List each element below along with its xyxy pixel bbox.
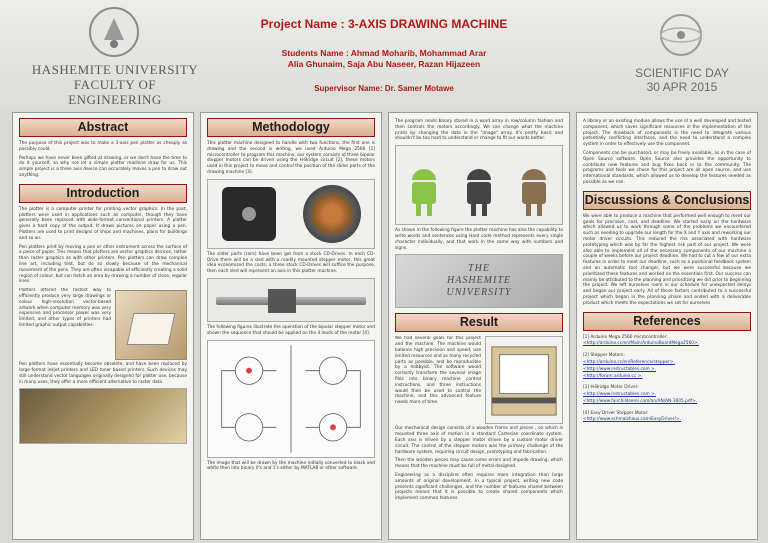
introduction-float-block [13,288,193,362]
methodology-paragraph: The image that will be drawn by the machine initially converted to black and white then into binary 0's and 1's either by MATLAB or other software. [207,460,375,472]
reference-link[interactable]: <http://www.instructables.com >. [583,366,656,372]
references-heading: References [583,312,751,331]
machine-photo [485,336,563,424]
reference-link[interactable]: <http://www.instructables.com >. [583,392,656,398]
university-line-1: HASHEMITE UNIVERSITY [31,62,199,77]
reference-link[interactable]: <http://forum.arduino.cc >. [583,373,643,379]
components-paragraph: Components can be purchased, or may be freely available, as in the case of Open Source software. Open Source also provides the opportunity to contribute new features and bug fixes back in to the community. The programs and tools we chose for this project are all open source, and use international standards, which allowed us to develop the features needed as possible as we can. [583,150,751,185]
supervisor-name: Supervisor Name: Dr. Samer Motawe [314,84,454,93]
result-float-block [389,336,569,426]
introduction-paragraph: Plotters offered the fastest way to efficiently produce very large drawings or colour high-resolution vector-based artwork when computer memory was very expensive and processor power was very limited, and other types of printers had limited graphic output capabilities. [19,288,111,328]
result-paragraph: Then the wooden pieces may cause some errors and impede drawing, which means that the machine must be full of metal designed. [395,458,563,470]
plate-line-2: HASHEMITE [447,275,511,287]
project-title: Project Name : 3-AXIS DRAWING MACHINE [260,17,508,31]
abstract-paragraph: The purpose of this project was to make a 3-axis pen plotter as cheaply as possibly could. [19,141,187,152]
introduction-paragraph: The plotter is a computer printer for printing vector graphics. In the past, plotters were used in applications such as computer, though they have generally been replaced with wide-format conventional printers. A plotter gives a hard copy of the output. It draws pictures on paper using a pen. Plotters are used to print designs of ships and machines, plans for buildings and so on. [19,206,187,241]
cd-drive-sled-photo [207,278,375,322]
plate-line-1: THE [468,263,490,275]
reference-link[interactable]: <http://www.fairchildsemi.com/an/AN/AN-3005.pdf>. [583,398,698,404]
android-binary-icon [462,160,496,218]
plotter-machine-photo [19,388,187,444]
scientific-day-line-1: SCIENTIFIC DAY [635,66,729,80]
references-list [577,335,757,424]
introduction-paragraph: Pen plotters have essentially become obsolete, and have been replaced by large-format inkjet printers and LED toner based printers. Such devices may still understand vector languages originally designed for plotter use, because in many uses, they offer a more efficient alternative to raster data. [19,362,187,385]
reference-label: [2] Stepper Motors: [583,353,625,359]
stepper-circuit-icon [208,341,374,457]
reference-item [577,353,757,379]
poster-header [0,0,768,110]
scientific-day-line-2: 30 APR 2015 [646,80,718,94]
column-program-result [388,112,570,540]
students-line-2: Alia Ghunaim, Saja Abu Naseer, Razan Hijazeen [287,59,481,69]
reference-item [577,385,757,404]
reference-link[interactable]: <http://arduino.cc/en/Reference/stepper>. [583,359,675,365]
methodology-paragraph: This plotter machine designed to handle with two functions, the first one is drawing and the second is writing, we used Arduino Mega 2560 [1] microcontroller to program this machine, our system consists of three bipolar stepper motors can be driven using the H-Bridge circuit [2], these motors used in this project to move and control the position of the slider parts of the drawing machine [3]. [207,141,375,175]
writing-paragraph: As shown in the following figure the plotter machine has also the capability to write words and sentences using Hard code method represents every single character individually, and that work in the same way with numbers and signs. [395,228,563,251]
discussion-paragraph: We were able to produce a machine that performed well enough to meet our goals for precision, cost, and deadline. We started early on the hardware which allowed us to work through some of the problems we encountered such as needing to upgrade our length for the X and Y axis and reworking our motor driver circuits. This reduced the risk associated with hardware prototyping which was by far the highest risk part of our project. We were also able to implement all of the necessary components of our machine a couple of weeks before our project deadline. We had to cut a few of our extra features in order to meet our deadline, such as a positional feedback system and an automatic tool changer, but we were successful because we prioritized these features and worked on the essentials first. Our success can mainly be attributed to the planning and prioritizing we did prior to beginning the project. We left ourselves room in our schedule for unexpected delays and began our project early. All of these factors contributed to a successful project which began in the planning phase and ended with a deliverable product which meets the expectations we set for ourselves [583,213,751,306]
introduction-heading: Introduction [19,184,187,203]
result-paragraph: Engineering as a discipline often requires more integration than large amounts of original development. In a typical project, writing new code presents significant challenges, and the number of features shared between projects means that it is possible to create shared components which implement common features. [395,472,563,502]
android-logo-drawings [395,145,563,225]
methodology-paragraph: The following figures illustrate the operation of the bipolar stepper motor and shown the sequence that should be applied on the 4 leads of the motor [4]. [207,324,375,336]
reference-label: [1] Arduino Mega 2560 microcontroller: [583,334,668,340]
abstract-heading: Abstract [19,118,187,137]
introduction-paragraph: Pen plotters print by moving a pen or other instrument across the surface of a piece of paper. This means that plotters are vector graphics devices, rather than raster graphics as with other printers. Pen plotters can draw complex line art, including text, but do so slowly because of the mechanical movement of the pens. They are often incapable of efficiently creating a solid region of colour, but can hatch an area by drawing a number of close, regular lines. [19,244,187,285]
result-heading: Result [395,313,563,332]
pen-plotter-photo [115,290,187,360]
students-line-1: Students Name : Ahmad Moharib, Mohammad Arar [281,48,487,58]
column-abstract-introduction [12,112,194,540]
handwritten-university-sample [395,254,563,308]
stepper-motor-photos [207,179,375,249]
result-paragraph: We had several goals for this project and the machine. The machine would balance high precision and speed, use limited resources and as many recycled parts as possible, and be reproducible by a hobbyist. The software would correctly transform the several image files into binary machine control instructions, and three instructions would then be used to control the machine, and this advanced feature needs more of time. [395,336,481,406]
stepper-motor-inside-photo [303,185,361,243]
reference-label: [4] Easy Driver Stepper Motor: [583,410,649,416]
reference-item [577,411,757,424]
reference-label: [3] H-Bridge Motor Driver: [583,385,639,391]
stepper-sequence-diagram [207,340,375,458]
machine-frame-icon [486,337,562,423]
android-logo-icon [407,160,441,218]
abstract-paragraph: Perhaps we have never been gifted at drawing, or we don't have the time to do it yourself, so why not let a simple plotter machine draw for us. This simple project is a three axis device can accurately moves a pen to draw out anything. [19,155,187,178]
students-names [0,48,768,70]
university-line-2: FACULTY OF ENGINEERING [68,77,162,107]
column-methodology [200,112,382,540]
reference-item [577,335,757,348]
android-drawn-icon [517,160,551,218]
column-discussion-references [576,112,758,540]
discussion-heading: Discussions & Conclusions [583,191,751,210]
program-paragraph: The program reads binary stored in a word array in row/column fashion and then controls the motors accordingly. We can change what the machine prints by changing the data in the "image" array. It's pretty basic and shouldn't be too hard to understand or change to fit our wants better. [395,119,563,142]
result-paragraph: Our mechanical design consists of a wooden frame and pieces , on which is mounted three axis of motion in a standard Cartesian coordinate system. Each axis is driven by a stepper motor driven by a custom motor driver circuit. The control of the stepper motors was the primary challenge of the hardware system, requiring circuit design, prototyping and fabrication. [395,426,563,455]
plate-line-3: UNIVERSITY [446,287,512,299]
reference-link[interactable]: <http://arduino.cc/en/Main/ArduinoBoardMega2560>. [583,341,699,347]
methodology-paragraph: The slider parts (rails) have been got from a stock CD-Drives. In each CD-Drive there will be a sled with a readily mounted stepper motor, this great idea economized the costs; a three stock CD-Drives will suffice the purpose, then each sled will represent an axis in this plotter machine. [207,251,375,275]
reference-link[interactable]: <http://www.schmalzhaus.com/EasyDriver/>. [583,417,681,423]
components-paragraph: A library or an existing module allows the use of a well developed and tested component, which saves significant resources in the implementation of the project. The drawback of components is the need to integrate various potentially conflicting interfaces, and the need to understand a complex system in order to effectively use the component. [583,119,751,148]
methodology-heading: Methodology [207,118,375,137]
stepper-motor-photo [222,187,276,241]
